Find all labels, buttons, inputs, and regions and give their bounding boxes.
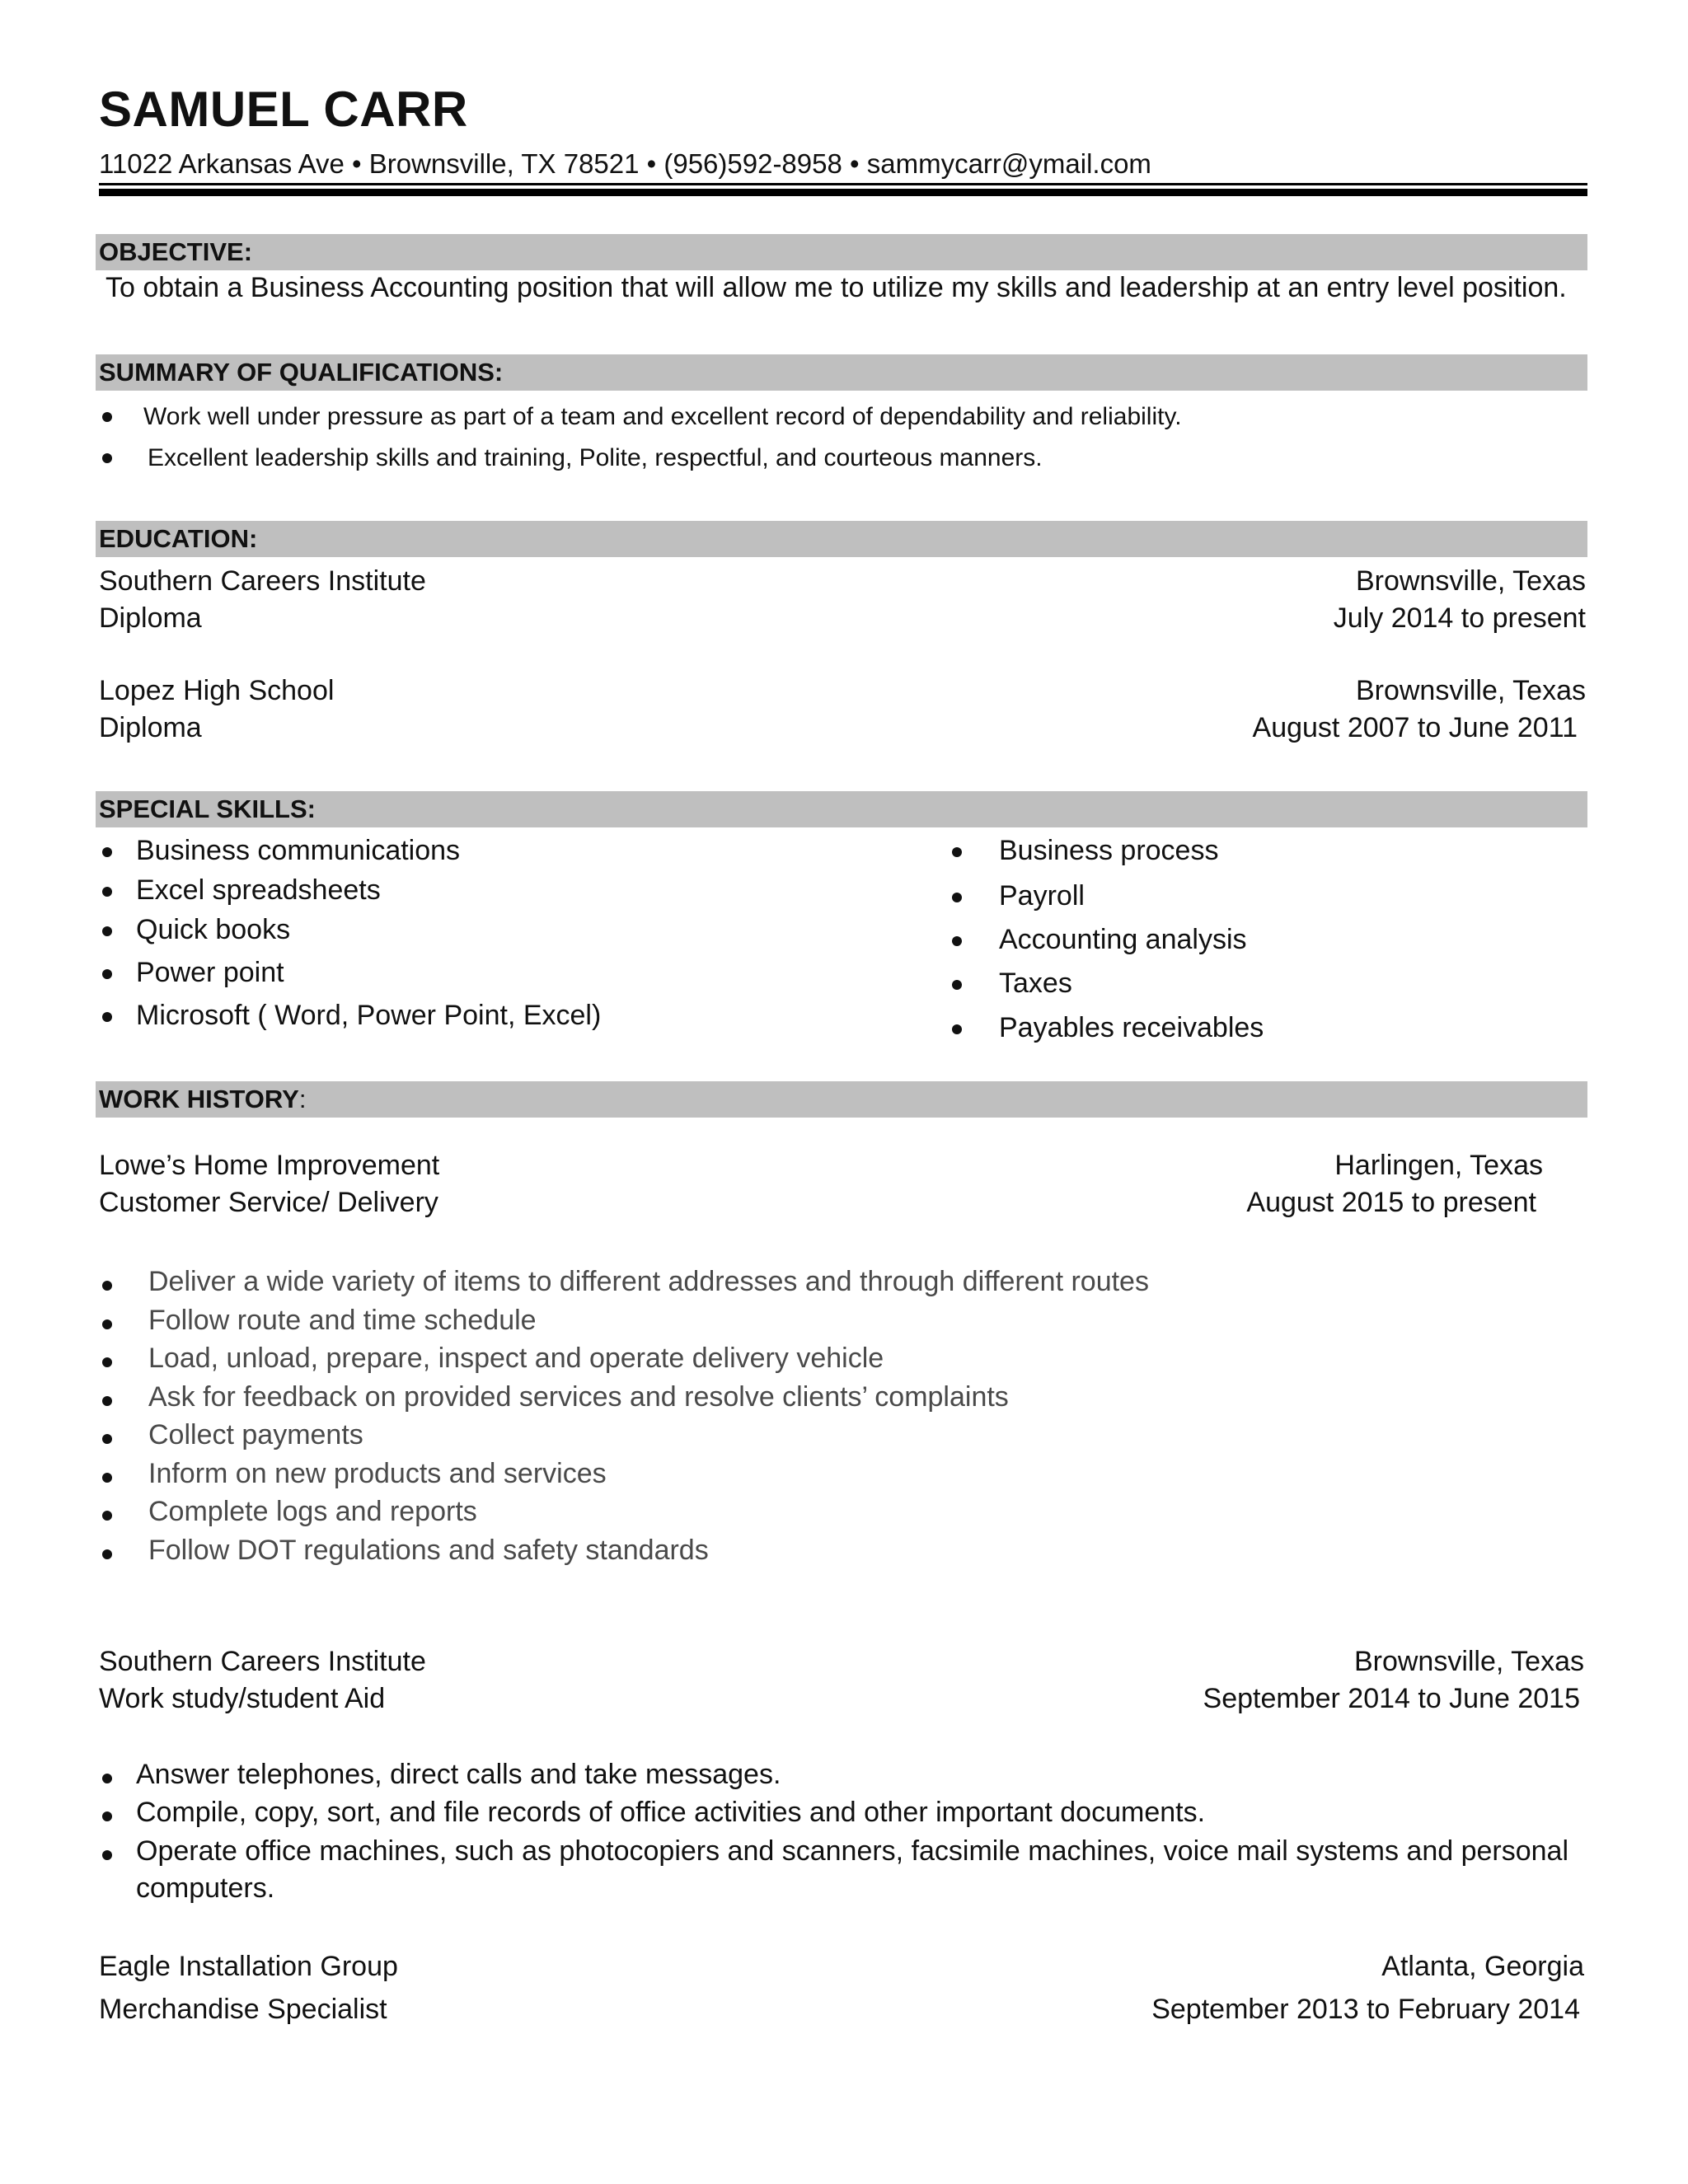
skill-item: Business process — [999, 835, 1219, 866]
skill-item: Quick books — [136, 914, 291, 945]
bullet-icon — [952, 847, 962, 857]
bullet-icon — [102, 969, 112, 979]
duty-item: Deliver a wide variety of items to different addresses and through different routes — [148, 1266, 1149, 1297]
bullet-icon — [102, 453, 112, 463]
bullet-icon — [102, 1012, 112, 1022]
objective-heading: OBJECTIVE: — [96, 234, 1587, 270]
education-heading: EDUCATION: — [96, 521, 1587, 557]
job-title: Work study/student Aid — [99, 1683, 386, 1714]
job-dates: September 2014 to June 2015 — [1203, 1683, 1580, 1714]
skill-item: Payables receivables — [999, 1012, 1264, 1043]
header-rule-thick — [99, 189, 1587, 196]
duty-item: Answer telephones, direct calls and take messages. — [136, 1759, 781, 1790]
duty-item: Inform on new products and services — [148, 1458, 607, 1489]
skill-item: Power point — [136, 957, 284, 988]
job-location: Brownsville, Texas — [1353, 1646, 1584, 1677]
job-location: Atlanta, Georgia — [1381, 1951, 1584, 1982]
bullet-icon — [102, 1434, 112, 1444]
bullet-icon — [952, 893, 962, 902]
bullet-icon — [102, 1511, 112, 1521]
work-heading: WORK HISTORY: — [96, 1081, 1587, 1118]
bullet-icon — [102, 412, 112, 422]
bullet-icon — [102, 1549, 112, 1559]
bullet-icon — [102, 1319, 112, 1329]
bullet-icon — [102, 1281, 112, 1291]
skill-item: Payroll — [999, 880, 1085, 912]
education-dates: August 2007 to June 2011 — [1252, 712, 1578, 743]
education-location: Brownsville, Texas — [1355, 565, 1586, 597]
bullet-icon — [102, 1811, 112, 1821]
education-dates: July 2014 to present — [1333, 602, 1586, 634]
duty-item: Load, unload, prepare, inspect and operate delivery vehicle — [148, 1343, 884, 1374]
bullet-icon — [102, 1357, 112, 1367]
job-dates: August 2015 to present — [1246, 1187, 1536, 1218]
duty-item: Ask for feedback on provided services and resolve clients’ complaints — [148, 1381, 1009, 1413]
job-location: Harlingen, Texas — [1334, 1150, 1543, 1181]
education-location: Brownsville, Texas — [1355, 675, 1586, 706]
job-dates: September 2013 to February 2014 — [1151, 1994, 1580, 2025]
bullet-icon — [102, 926, 112, 936]
education-degree: Diploma — [99, 712, 202, 743]
qualifications-heading: SUMMARY OF QUALIFICATIONS: — [96, 354, 1587, 391]
contact-line: 11022 Arkansas Ave • Brownsville, TX 78521 • (956)592-8958 • sammycarr@ymail.com — [99, 148, 1151, 179]
job-company: Lowe’s Home Improvement — [99, 1150, 440, 1181]
job-title: Merchandise Specialist — [99, 1994, 387, 2025]
bullet-icon — [952, 980, 962, 990]
education-degree: Diploma — [99, 602, 202, 634]
skill-item: Excel spreadsheets — [136, 874, 381, 906]
bullet-icon — [102, 1473, 112, 1483]
duty-item: Collect payments — [148, 1419, 363, 1451]
skill-item: Business communications — [136, 835, 461, 866]
bullet-icon — [952, 936, 962, 946]
bullet-icon — [102, 887, 112, 897]
education-school: Southern Careers Institute — [99, 565, 426, 597]
duty-item: Follow DOT regulations and safety standards — [148, 1535, 709, 1566]
qualification-item: Excellent leadership skills and training, Polite, respectful, and courteous manners. — [148, 444, 1043, 471]
duty-item: Follow route and time schedule — [148, 1305, 537, 1336]
duty-item: Operate office machines, such as photocopiers and scanners, facsimile machines, voice mail systems and personal — [136, 1835, 1569, 1867]
bullet-icon — [102, 1396, 112, 1406]
education-school: Lopez High School — [99, 675, 335, 706]
bullet-icon — [102, 1774, 112, 1783]
job-title: Customer Service/ Delivery — [99, 1187, 438, 1218]
duty-item-continuation: computers. — [136, 1872, 275, 1904]
bullet-icon — [102, 1850, 112, 1860]
skills-heading: SPECIAL SKILLS: — [96, 791, 1587, 827]
candidate-name: SAMUEL CARR — [99, 82, 468, 137]
duty-item: Compile, copy, sort, and file records of office activities and other important documents. — [136, 1797, 1206, 1828]
qualification-item: Work well under pressure as part of a team and excellent record of dependability and reliability. — [143, 403, 1182, 430]
duty-item: Complete logs and reports — [148, 1496, 477, 1527]
job-company: Southern Careers Institute — [99, 1646, 426, 1677]
objective-text: To obtain a Business Accounting position that will allow me to utilize my skills and leadership at an entry level position. — [106, 272, 1567, 303]
skill-item: Microsoft ( Word, Power Point, Excel) — [136, 1000, 602, 1031]
bullet-icon — [952, 1024, 962, 1034]
skill-item: Taxes — [999, 968, 1072, 999]
header-rule-thin — [99, 183, 1587, 185]
bullet-icon — [102, 847, 112, 857]
job-company: Eagle Installation Group — [99, 1951, 398, 1982]
skill-item: Accounting analysis — [999, 924, 1247, 955]
